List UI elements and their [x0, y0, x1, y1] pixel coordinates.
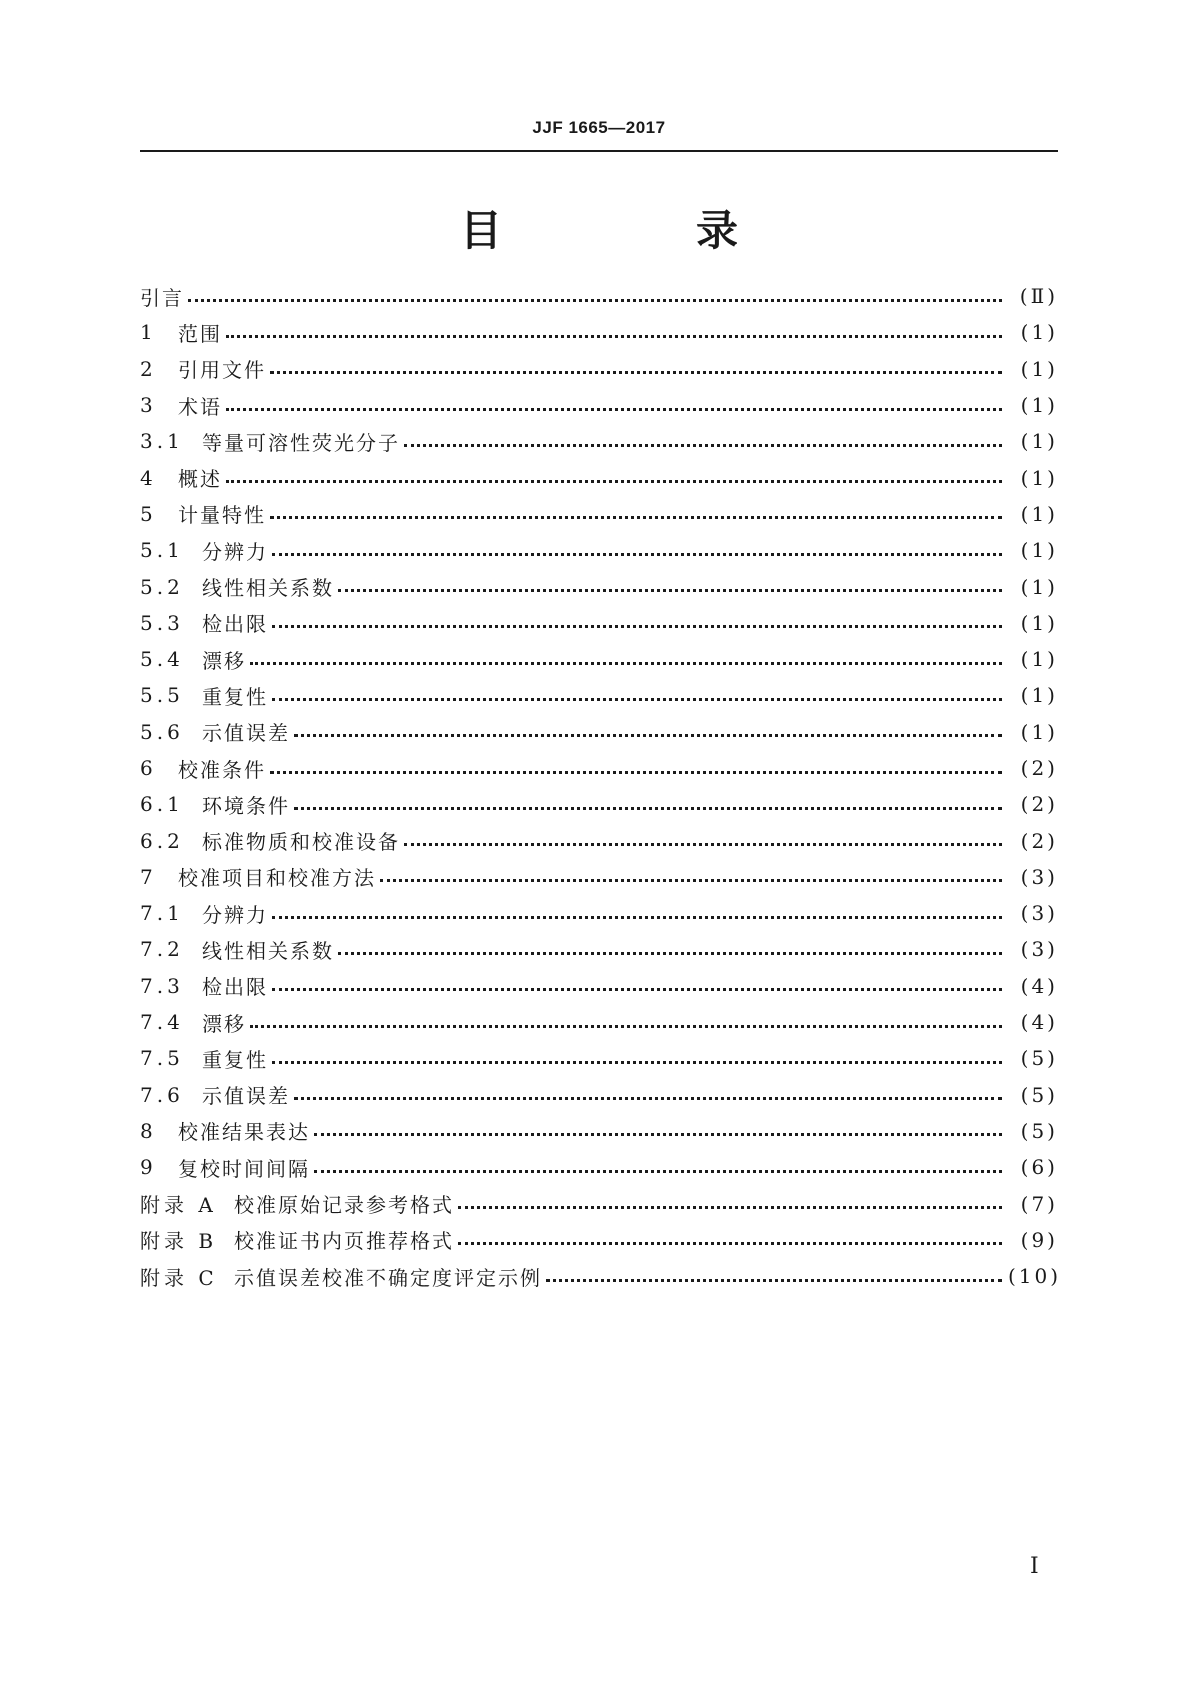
toc-entry-label: 线性相关系数: [202, 576, 334, 601]
toc-entry-label: 重复性: [202, 684, 268, 709]
toc-entry-page: (2): [1020, 792, 1058, 817]
toc-entry-label: 术语: [178, 394, 222, 419]
toc-entry-number: 5.5: [140, 683, 184, 708]
toc-entry-label: 漂移: [202, 648, 246, 673]
toc-entry-page: (4): [1020, 1010, 1058, 1035]
toc-entry-number: 附录 A: [140, 1193, 217, 1218]
toc-dot-leader: [404, 442, 1002, 447]
toc-entry-page: (1): [1020, 647, 1058, 672]
toc-entry-number: 5.4: [140, 647, 184, 672]
toc-entry-label: 环境条件: [202, 793, 290, 818]
toc-dot-leader: [314, 1168, 1002, 1173]
toc-entry-page: (1): [1020, 683, 1058, 708]
toc-dot-leader: [338, 587, 1002, 592]
toc-entry-page: (1): [1020, 610, 1058, 635]
toc-entry[interactable]: [140, 387, 1058, 423]
toc-entry-number: 附录 B: [140, 1229, 218, 1254]
toc-dot-leader: [188, 297, 1002, 302]
toc-dot-leader: [546, 1277, 1002, 1282]
toc-entry[interactable]: [140, 822, 1058, 858]
toc-entry-label: 分辨力: [202, 539, 268, 564]
toc-dot-leader: [458, 1240, 1002, 1245]
toc-entry[interactable]: [140, 1185, 1058, 1221]
toc-entry-number: 7.1: [140, 901, 184, 926]
toc-entry-number: 4: [140, 465, 157, 490]
toc-entry-page: (3): [1020, 864, 1058, 889]
toc-entry-label: 示值误差校准不确定度评定示例: [234, 1265, 542, 1290]
toc-entry[interactable]: [140, 931, 1058, 967]
toc-entry-label: 校准条件: [178, 757, 266, 782]
toc-entry-label: 漂移: [202, 1011, 246, 1036]
toc-entry-number: 7.2: [140, 937, 184, 962]
toc-entry-page: (5): [1020, 1118, 1058, 1143]
toc-entry-label: 复校时间间隔: [178, 1156, 310, 1181]
toc-entry-label: 校准结果表达: [178, 1120, 310, 1145]
toc-entry-number: 6: [140, 756, 157, 780]
toc-entry[interactable]: [140, 968, 1058, 1004]
toc-entry-page: (1): [1020, 320, 1058, 345]
standard-code-header: JJF 1665—2017: [532, 118, 666, 137]
toc-entry-number: 7.3: [140, 973, 184, 998]
toc-dot-leader: [404, 841, 1002, 846]
toc-entry[interactable]: [140, 895, 1058, 931]
toc-entry[interactable]: [140, 1077, 1058, 1113]
toc-dot-leader: [338, 950, 1002, 955]
toc-dot-leader: [250, 1023, 1002, 1028]
toc-dot-leader: [294, 732, 1002, 737]
toc-entry[interactable]: [140, 859, 1058, 895]
toc-entry-number: 9: [140, 1155, 157, 1180]
toc-dot-leader: [272, 696, 1002, 701]
toc-dot-leader: [226, 333, 1002, 338]
toc-entry-page: (Ⅱ): [1019, 284, 1058, 309]
toc-entry-page: (3): [1020, 901, 1058, 926]
toc-entry-page: (6): [1020, 1155, 1058, 1180]
toc-entry[interactable]: [140, 1222, 1058, 1258]
toc-entry-number: 1: [140, 320, 157, 345]
toc-entry-label: 概述: [178, 467, 222, 492]
toc-dot-leader: [294, 805, 1002, 810]
toc-entry-page: (1): [1020, 393, 1058, 418]
toc-entry-page: (1): [1020, 465, 1058, 490]
toc-entry[interactable]: [140, 459, 1058, 495]
toc-entry-number: 5.3: [140, 610, 184, 635]
toc-entry-page: (9): [1020, 1227, 1058, 1252]
toc-entry-page: (2): [1020, 828, 1058, 853]
toc-entry-number: 5.1: [140, 538, 184, 563]
toc-dot-leader: [272, 551, 1002, 556]
toc-entry-label: 等量可溶性荧光分子: [202, 430, 400, 455]
toc-entry-number: 5: [140, 501, 157, 526]
toc-entry[interactable]: [140, 1149, 1058, 1185]
toc-entry-page: (3): [1020, 937, 1058, 962]
toc-entry-number: 7.6: [140, 1082, 184, 1107]
toc-entry-page: (1): [1020, 574, 1058, 599]
toc-dot-leader: [458, 1204, 1002, 1209]
toc-entry-number: 5.6: [140, 719, 184, 744]
toc-entry[interactable]: [140, 568, 1058, 604]
header-rule: [140, 150, 1058, 152]
toc-entry-label: 重复性: [202, 1047, 268, 1072]
toc-dot-leader: [272, 986, 1002, 991]
toc-entry-number: 7.4: [140, 1010, 184, 1035]
toc-dot-leader: [270, 369, 1002, 374]
toc-entry-label: 分辨力: [202, 902, 268, 927]
toc-entry-page: (10): [1008, 1264, 1062, 1289]
toc-entry-number: 5.2: [140, 574, 184, 599]
toc-entry-page: (1): [1020, 356, 1058, 381]
toc-entry[interactable]: [140, 786, 1058, 822]
toc-entry-label: 检出限: [202, 612, 268, 637]
toc-entry-number: 2: [140, 356, 157, 381]
toc-entry[interactable]: [140, 1113, 1058, 1149]
toc-entry[interactable]: [140, 496, 1058, 532]
toc-entry[interactable]: [140, 641, 1058, 677]
toc-entry[interactable]: [140, 314, 1058, 350]
toc-dot-leader: [272, 1059, 1002, 1064]
toc-entry-number: 7.5: [140, 1046, 184, 1071]
page-title: 目 录: [459, 206, 814, 255]
toc-entry-label: 校准项目和校准方法: [178, 866, 376, 891]
toc-entry-label: 示值误差: [202, 721, 290, 746]
toc-dot-leader: [380, 877, 1002, 882]
toc-dot-leader: [226, 478, 1002, 483]
toc-entry[interactable]: [140, 351, 1058, 387]
toc-dot-leader: [272, 623, 1002, 628]
toc-entry[interactable]: [140, 605, 1058, 641]
toc-entry-number: 7: [140, 864, 157, 889]
toc-entry-label: 范围: [178, 321, 222, 346]
toc-dot-leader: [270, 769, 1002, 774]
toc-entry-page: (1): [1020, 501, 1058, 526]
toc-dot-leader: [250, 660, 1002, 665]
toc-entry-number: 8: [140, 1118, 157, 1143]
toc-entry-label: 标准物质和校准设备: [202, 830, 400, 855]
toc-entry-number: 3: [140, 393, 157, 418]
toc-entry[interactable]: [140, 423, 1058, 459]
toc-entry[interactable]: [140, 750, 1058, 786]
toc-entry-page: (7): [1020, 1191, 1058, 1216]
toc-dot-leader: [294, 1095, 1002, 1100]
toc-dot-leader: [270, 514, 1002, 519]
toc-entry-number: 6.2: [140, 828, 184, 853]
toc-dot-leader: [272, 914, 1002, 919]
toc-entry-label: 计量特性: [178, 503, 266, 528]
toc-entry-page: (2): [1020, 756, 1058, 780]
page-folio: Ⅰ: [1030, 1554, 1039, 1579]
toc-entry[interactable]: [140, 714, 1058, 750]
toc-entry-label: 引用文件: [178, 358, 266, 383]
toc-entry-page: (5): [1020, 1082, 1058, 1107]
toc-entry-page: (1): [1020, 429, 1058, 454]
toc-entry[interactable]: [140, 677, 1058, 713]
toc-entry-page: (1): [1020, 538, 1058, 563]
table-of-contents: [140, 278, 1062, 1294]
toc-entry-number: 6.1: [140, 792, 184, 817]
toc-entry-number: 3.1: [140, 429, 184, 454]
toc-entry-label: 校准原始记录参考格式: [234, 1193, 454, 1218]
toc-dot-leader: [314, 1131, 1002, 1136]
toc-entry-label: 检出限: [202, 975, 268, 1000]
toc-entry[interactable]: [140, 532, 1058, 568]
toc-entry-page: (4): [1020, 973, 1058, 998]
toc-entry[interactable]: [140, 1258, 1062, 1294]
toc-entry-number: 附录 C: [140, 1265, 218, 1290]
toc-dot-leader: [226, 406, 1002, 411]
toc-entry-page: (5): [1020, 1046, 1058, 1071]
toc-entry[interactable]: [140, 1004, 1058, 1040]
toc-entry-label: 引言: [140, 285, 184, 310]
toc-entry-label: 校准证书内页推荐格式: [234, 1229, 454, 1254]
toc-entry[interactable]: [140, 278, 1058, 314]
toc-entry-page: (1): [1020, 719, 1058, 744]
toc-entry[interactable]: [140, 1040, 1058, 1076]
toc-entry-label: 线性相关系数: [202, 938, 334, 963]
toc-entry-label: 示值误差: [202, 1084, 290, 1109]
